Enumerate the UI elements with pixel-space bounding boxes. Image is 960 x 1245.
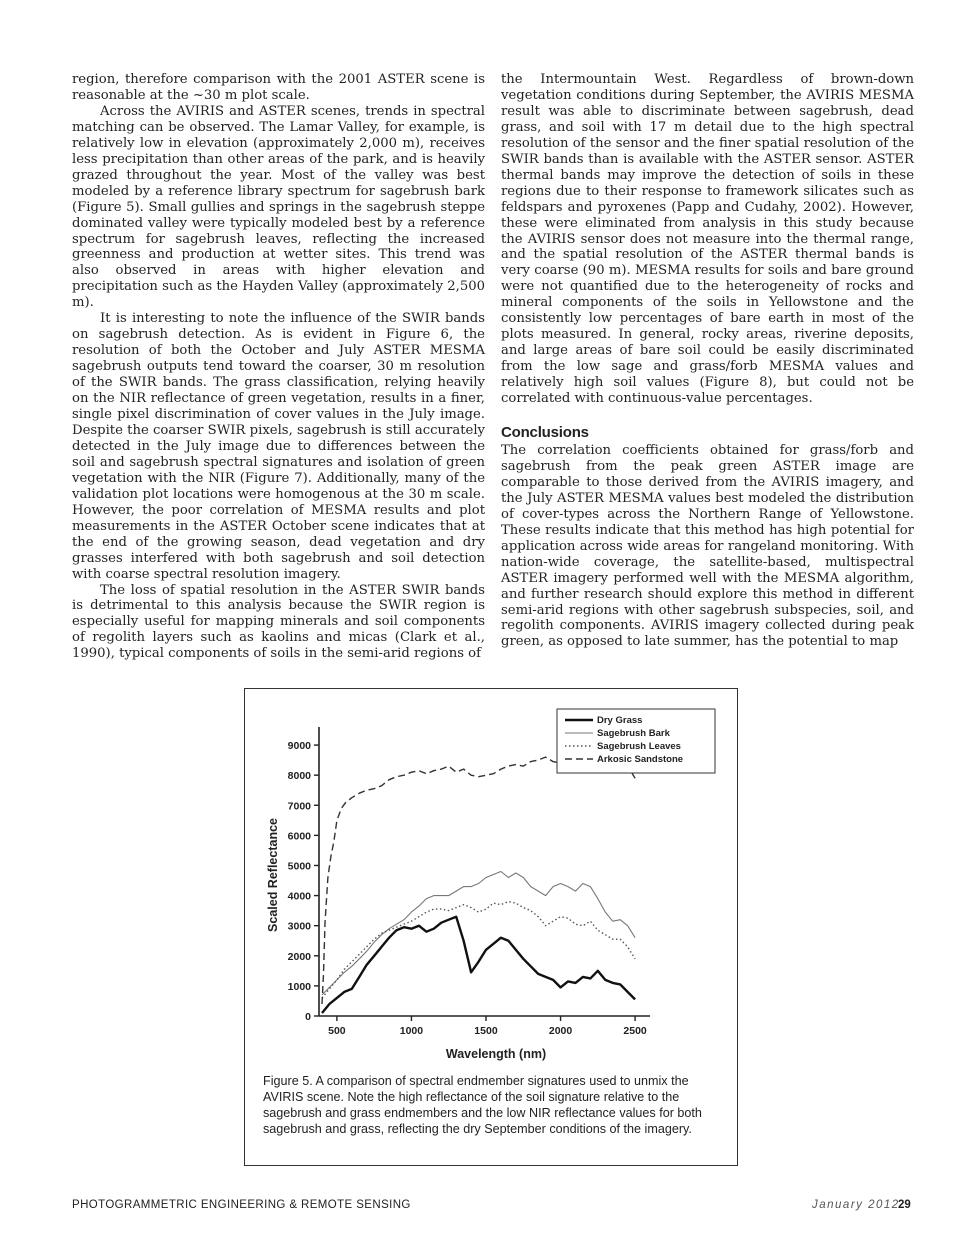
left-column — [72, 72, 485, 662]
x-tick-label: 2000 — [548, 1025, 573, 1037]
figure-caption: Figure 5. A comparison of spectral endmember signatures used to unmix the AVIRIS scene. Note the high reflectance of the soil signature relative to the sagebrush and grass endmembers and the low NIR reflectance values for both sagebrush and grass, reflecting the dry September conditions of the imagery. — [263, 1074, 702, 1136]
paragraph: region, therefore comparison with the 2001 ASTER scene is reasonable at the ~30 m plot scale. — [72, 72, 485, 103]
y-tick-label: 8000 — [287, 770, 311, 783]
y-tick-label: 4000 — [287, 890, 311, 903]
legend-label: Sagebrush Leaves — [597, 741, 681, 752]
paragraph: The correlation coefficients obtained for grass/forb and sagebrush from the peak green ASTER image are comparable to those derived from the AVIRIS imagery, and the July ASTER MESMA values best modeled the distribution of cover-types across the Northern Range of Yellowstone. These results indicate that this method has high potential for application across wide areas for rangeland monitoring. With nation-wide coverage, the satellite-based, multispectral ASTER imagery performed well with the MESMA algorithm, and further research should explore this method in different semi-arid regions with other sagebrush subspecies, soil, and regolith components. AVIRIS imagery collected during peak green, as opposed to late summer, has the potential to map — [501, 442, 914, 650]
series-sagebrush-bark — [322, 872, 635, 995]
y-tick-label: 6000 — [287, 830, 311, 843]
section-heading: Conclusions — [501, 424, 589, 442]
figure-5 — [244, 688, 738, 1166]
y-tick-label: 9000 — [287, 740, 311, 753]
series-sagebrush-leaves — [322, 902, 635, 998]
y-tick-label: 7000 — [287, 800, 311, 813]
issue-date: January 2012 — [812, 1199, 900, 1211]
paragraph: Across the AVIRIS and ASTER scenes, trends in spectral matching can be observed. The Lamar Valley, for example, is relatively low in elevation (approximately 2,000 m), receives less precipitation than other areas of the park, and is heavily grazed throughout the year. Most of the valley was best modeled by a reference library spectrum for sagebrush bark (Figure 5). Small gullies and springs in the sagebrush steppe dominated valley were typically modeled best by a reference spectrum for sagebrush leaves, reflecting the increased greenness and production at wetter sites. This trend was also observed in areas with higher elevation and precipitation such as the Hayden Valley (approximately 2,500 m). — [72, 103, 485, 311]
y-tick-label: 0 — [305, 1011, 311, 1023]
x-tick-label: 2500 — [623, 1025, 647, 1037]
x-tick-label: 1000 — [399, 1025, 424, 1037]
chart-legend — [557, 709, 715, 773]
right-column — [501, 72, 914, 650]
x-axis-label: Wavelength (nm) — [445, 1047, 547, 1061]
legend-label: Arkosic Sandstone — [597, 754, 684, 765]
y-tick-label: 5000 — [287, 860, 311, 873]
legend-label: Dry Grass — [597, 715, 643, 726]
chart-series — [322, 756, 635, 1013]
paragraph: It is interesting to note the influence of the SWIR bands on sagebrush detection. As is evident in Figure 6, the resolution of both the October and July ASTER MESMA sagebrush outputs tend toward the coarser, 30 m resolution of the SWIR bands. The grass classification, relying heavily on the NIR reflectance of green vegetation, results in a finer, single pixel discrimination of cover values in the July image. Despite the coarser SWIR pixels, sagebrush is still accurately detected in the July image due to differences between the soil and sagebrush spectral signatures and isolation of green vegetation with the NIR (Figure 7). Additionally, many of the validation plot locations were homogenous at the 30 m scale. However, the poor correlation of MESMA results and plot measurements in the ASTER October scene indicates that at the end of the growing season, dead vegetation and dry grasses interfered with both sagebrush and soil detection with coarse spectral resolution imagery. — [72, 311, 485, 582]
journal-name: PHOTOGRAMMETRIC ENGINEERING & REMOTE SENSING — [72, 1199, 411, 1211]
paragraph: the Intermountain West. Regardless of brown-down vegetation conditions during September, the AVIRIS MESMA result was able to discriminate between sagebrush, dead grass, and soil with 17 m detail due to the high spectral resolution of the sensor and the finer spatial resolution of the SWIR bands than is available with the ASTER sensor. ASTER thermal bands may improve the detection of soils in these regions due to their response to framework silicates such as feldspars and pyroxenes (Papp and Cudahy, 2002). However, these were eliminated from analysis in this study because the AVIRIS sensor does not measure into the thermal range, and the spatial resolution of the ASTER thermal bands is very coarse (90 m). MESMA results for soils and bare ground were not quantified due to the heterogeneity of rocks and mineral components of the soils in Yellowstone and the consistently low percentages of bare earth in most of the plots measured. In general, rocky areas, riverine deposits, and large areas of bare soil could be easily discriminated from the low sage and grass/forb MESMA values and relatively high soil values (Figure 8), but could not be correlated with continuous-value percentages. — [501, 72, 914, 407]
x-tick-label: 1500 — [474, 1025, 498, 1037]
page-number: 29 — [898, 1199, 911, 1211]
paragraph: The loss of spatial resolution in the ASTER SWIR bands is detrimental to this analysis because the SWIR region is especially useful for mapping minerals and soil components of regolith layers such as kaolins and micas (Clark et al., 1990), typical components of soils in the semi-arid regions of — [72, 582, 485, 662]
legend-label: Sagebrush Bark — [597, 728, 670, 739]
y-axis-label: Scaled Reflectance — [266, 818, 280, 932]
series-dry-grass — [322, 917, 635, 1013]
spectral-chart — [245, 689, 736, 1069]
series-arkosic-sandstone — [322, 756, 635, 1004]
x-tick-label: 500 — [328, 1025, 346, 1037]
y-tick-label: 3000 — [287, 920, 311, 933]
y-tick-label: 2000 — [287, 950, 311, 963]
y-tick-label: 1000 — [287, 980, 311, 993]
